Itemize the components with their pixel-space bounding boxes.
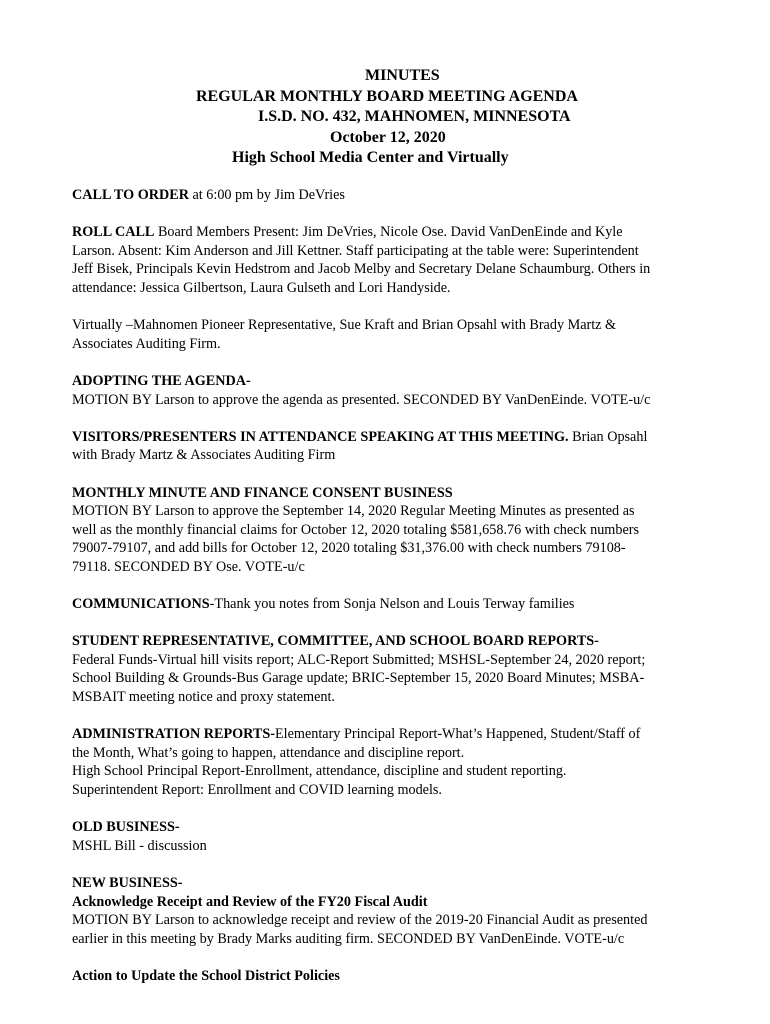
roll-call-line: Larson. Absent: Kim Anderson and Jill Kettner. Staff participating at the table were: Superintendent <box>72 242 639 259</box>
reports-line: MSBAIT meeting notice and proxy statement. <box>72 689 335 706</box>
header-date: October 12, 2020 <box>330 128 446 146</box>
admin-line: the Month, What’s going to happen, attendance and discipline report. <box>72 744 465 761</box>
consent-line: 79007-79107, and add bills for October 12, 2020 totaling $31,376.00 with check numbers 79108- <box>72 540 626 557</box>
old-business-line: MSHL Bill - discussion <box>72 837 207 854</box>
virtual-line: Virtually –Mahnomen Pioneer Representative, Sue Kraft and Brian Opsahl with Brady Martz & <box>72 317 617 334</box>
admin-heading: ADMINISTRATION REPORTS- <box>72 726 276 743</box>
adopting-heading: ADOPTING THE AGENDA- <box>72 372 251 389</box>
consent-line: 79118. SECONDED BY Ose. VOTE-u/c <box>72 558 305 575</box>
reports-line: Federal Funds-Virtual hill visits report; ALC-Report Submitted; MSHSL-September 24, 2020 report; <box>72 651 646 668</box>
visitors-text: Brian Opsahl <box>568 428 648 445</box>
section-roll-call <box>72 223 712 297</box>
new-business-line: MOTION BY Larson to acknowledge receipt and review of the 2019-20 Financial Audit as presented <box>72 912 648 929</box>
section-old-business <box>72 818 712 855</box>
header-district: I.S.D. NO. 432, MAHNOMEN, MINNESOTA <box>258 108 571 125</box>
adopting-motion: MOTION BY Larson to approve the agenda as presented. SECONDED BY VanDenEinde. VOTE-u/c <box>72 391 651 408</box>
visitors-heading: VISITORS/PRESENTERS IN ATTENDANCE SPEAKING AT THIS MEETING. <box>72 428 569 445</box>
virtual-line: Associates Auditing Firm. <box>72 335 221 352</box>
reports-heading: STUDENT REPRESENTATIVE, COMMITTEE, AND SCHOOL BOARD REPORTS- <box>72 633 599 650</box>
policies-heading: Action to Update the School District Policies <box>72 967 340 984</box>
admin-text: Elementary Principal Report-What’s Happened, Student/Staff of <box>275 726 641 743</box>
communications-heading: COMMUNICATIONS <box>72 596 210 613</box>
section-adopting-agenda <box>72 372 712 409</box>
consent-heading: MONTHLY MINUTE AND FINANCE CONSENT BUSINESS <box>72 484 453 501</box>
section-administration-reports <box>72 725 712 799</box>
section-consent-business <box>72 484 712 577</box>
call-to-order-text: at 6:00 pm by Jim DeVries <box>188 187 345 203</box>
visitors-line: with Brady Martz & Associates Auditing Firm <box>72 447 336 464</box>
header-meeting-type: REGULAR MONTHLY BOARD MEETING AGENDA <box>196 87 578 105</box>
new-business-line: earlier in this meeting by Brady Marks auditing firm. SECONDED BY VanDenEinde. VOTE-u/c <box>72 930 625 947</box>
section-call-to-order <box>72 186 712 205</box>
call-to-order-heading: CALL TO ORDER <box>72 187 189 203</box>
consent-line: well as the monthly financial claims for October 12, 2020 totaling $581,658.76 with check numbers <box>72 521 639 538</box>
document-body <box>72 186 712 1004</box>
communications-text: -Thank you notes from Sonja Nelson and Louis Terway families <box>209 596 575 613</box>
new-business-heading: NEW BUSINESS- <box>72 874 183 891</box>
roll-call-heading: ROLL CALL <box>72 224 155 241</box>
header-location: High School Media Center and Virtually <box>232 149 509 166</box>
roll-call-line: attendance: Jessica Gilbertson, Laura Gulseth and Lori Handyside. <box>72 279 451 296</box>
section-visitors <box>72 428 712 465</box>
old-business-heading: OLD BUSINESS- <box>72 819 180 836</box>
document-header <box>0 66 770 169</box>
section-new-business <box>72 874 712 948</box>
section-policies <box>72 967 712 986</box>
header-title: MINUTES <box>365 67 440 84</box>
admin-line: Superintendent Report: Enrollment and COVID learning models. <box>72 782 442 798</box>
roll-call-line: Jeff Bisek, Principals Kevin Hedstrom and Jacob Melby and Secretary Delane Schaumburg. Others in <box>72 261 651 278</box>
section-virtual-attendance <box>72 316 712 353</box>
new-business-subheading: Acknowledge Receipt and Review of the FY20 Fiscal Audit <box>72 893 428 910</box>
consent-line: MOTION BY Larson to approve the September 14, 2020 Regular Meeting Minutes as presented as <box>72 503 635 520</box>
reports-line: School Building & Grounds-Bus Garage update; BRIC-September 15, 2020 Board Minutes; MSBA- <box>72 670 645 687</box>
section-communications <box>72 595 712 614</box>
section-reports <box>72 632 712 706</box>
admin-line: High School Principal Report-Enrollment, attendance, discipline and student reporting. <box>72 763 567 780</box>
roll-call-line: Board Members Present: Jim DeVries, Nicole Ose. David VanDenEinde and Kyle <box>154 224 623 241</box>
